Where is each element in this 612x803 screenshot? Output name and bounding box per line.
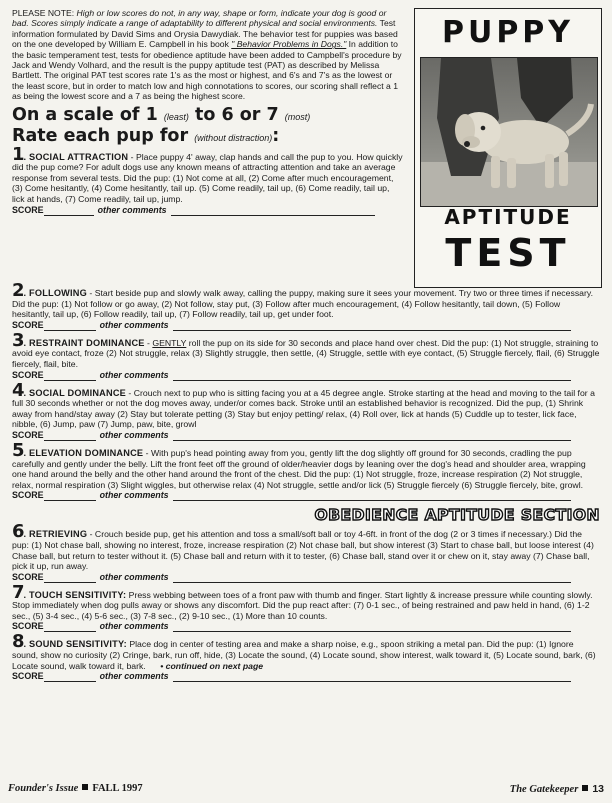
score-label: SCORE	[12, 490, 44, 501]
test-item-4	[12, 379, 600, 441]
score-label: SCORE	[12, 429, 44, 440]
score-row	[12, 205, 404, 216]
item-number: 3	[12, 329, 24, 351]
score-label: SCORE	[12, 571, 44, 582]
puppy-photo	[420, 57, 598, 207]
item-number: 1	[12, 143, 24, 165]
please-note-paragraph	[12, 8, 404, 102]
item-description: Place dog in center of testing area and make a sharp noise, e.g., spoon striking a metal pan. Did the pup: (1) Ignore sound, show no curiosity (2) Cringe, bark, run off, hide, (3) Locate the sound, (4) Locate sound, show interest, walk toward it, (5) Locate sound, bark, (6) Locate sound, walk toward it, bark.	[12, 639, 596, 671]
issue-date: FALL 1997	[92, 783, 143, 794]
item-number: 5	[12, 439, 24, 461]
comments-label: other comments	[99, 429, 169, 440]
item-title: . RESTRAINT DOMINANCE	[23, 337, 145, 348]
comments-field[interactable]	[173, 574, 571, 583]
score-row	[12, 621, 600, 632]
score-field[interactable]	[44, 623, 96, 632]
test-item-8-text	[12, 631, 600, 671]
test-item-7-text	[12, 581, 600, 622]
publication-name: The Gatekeeper	[509, 784, 579, 795]
score-label: SCORE	[12, 671, 44, 682]
scale-text-c: Rate each pup for	[12, 125, 189, 146]
puppy-aptitude-test-panel	[414, 8, 602, 288]
item-number: 2	[12, 280, 24, 301]
item-description: roll the pup on its side for 30 seconds and place hand over chest. Did the pup: (1) Not struggle, straining to avoid eye contact, froze (2) Not struggle, relax (3) Slightly struggle, then settle, (4) Struggle, settle with eye contact, (5) Struggle fiercely, flail, (6) Struggle fiercely, flail, bite.	[12, 337, 600, 369]
score-field[interactable]	[44, 432, 96, 441]
item-title: . SOUND SENSITIVITY:	[23, 639, 127, 650]
score-field[interactable]	[44, 207, 94, 216]
item-number: 6	[12, 521, 24, 543]
panel-title-test: TEST	[445, 231, 571, 275]
comments-field[interactable]	[173, 372, 571, 381]
item-gently: GENTLY	[152, 337, 187, 348]
comments-field[interactable]	[173, 322, 571, 331]
comments-label: other comments	[99, 369, 169, 380]
obedience-section-heading: OBEDIENCE APTITUDE SECTION	[314, 506, 600, 525]
comments-label: other comments	[99, 671, 169, 682]
scale-heading	[12, 106, 404, 148]
score-label: SCORE	[12, 369, 44, 380]
item-description: Press webbing between toes of a front paw with thumb and finger. Start lightly & increase pressure while counting slowly. Stop immediately when dog pulls away or shows any discomfort. Did the pup react after: (7) 0-1 sec., of being restrained and paw held in hand, (6) 1-2 sec., (5) 3-4 sec., (4) 5-6 sec., (3) 7-8 sec., (2) 9-10 sec., (1) More than 10 counts.	[12, 589, 593, 621]
item-description: - Crouch beside pup, get his attention and toss a small/soft ball or toy 4-6ft. in front of the dog (2 or 3 times if necessary.) Did the pup: (1) Not chase ball, showing no interest, froze, increase respiration (2) Not chase ball, but show interest (3) Start to chase ball, but loose interest (4) Chase ball, but return to tester without it. (5) Chase ball and return with it to tester, (6) Chase ball, stand over it or chew on it, stay away (7) Chase ball, pick it up, run away.	[12, 529, 594, 572]
comments-field[interactable]	[173, 623, 571, 632]
page-footer	[8, 783, 604, 799]
test-item-1-text	[12, 143, 404, 205]
test-item-3-text: 3. RESTRAINT DOMINANCE - GENTLY roll the pup on its side for 30 seconds and place hand over chest. Did the pup: (1) Not struggle, straining to avoid eye contact, froze (2) Not struggle, relax (3) Slightly struggle, then settle, (4) Struggle, settle with eye contact, (5) Struggle fiercely, flail, (6) Struggle fiercely, flail, bite.	[12, 329, 600, 369]
score-field[interactable]	[44, 574, 96, 583]
item-description: - Crouch next to pup who is sitting facing you at a 45 degree angle. Stroke starting at the head and moving to the tail for a full 30 seconds whether or not the dog moves away, under/or comes back. Stroke until an established behavior is recognized. Did the pup, (1) Shrink away from hand/stay away (2) Stay but tolerate petting (3) Stay but enjoy petting/ relax, (4) Roll over, lick at hands (5) Cuddle up to tester, lick face, nibble, (6) Jump, paw (7) Jump, paw, bite, growl	[12, 387, 595, 430]
issue-name: Founder's Issue	[8, 783, 79, 794]
item-title: . SOCIAL DOMINANCE	[23, 387, 126, 398]
footer-right	[510, 783, 604, 795]
note-text-1: Test information formulated by David Sims and Orysia Dawydiak. The behavior test for puppies was based on the one developed by William E. Campbell in his book	[12, 18, 398, 50]
scale-text-a: On a scale of 1	[12, 104, 158, 125]
score-row	[12, 572, 600, 583]
scale-least: (least)	[163, 111, 189, 122]
comments-field[interactable]	[171, 207, 375, 216]
test-item-8	[12, 631, 600, 682]
test-item-4-text	[12, 379, 600, 430]
puppy-illustration	[421, 58, 597, 206]
item-title: . RETRIEVING	[23, 529, 88, 540]
book-title: " Behavior Problems in Dogs."	[231, 39, 347, 50]
continued-note: • continued on next page	[160, 660, 264, 671]
score-field[interactable]	[44, 372, 96, 381]
item-title: . SOCIAL ATTRACTION	[23, 151, 129, 162]
score-label: SCORE	[12, 204, 44, 215]
comments-field[interactable]	[173, 673, 571, 682]
item-description: - Place puppy 4' away, clap hands and call the pup to you. How quickly did the pup come? For adult dogs use any known means of attracting attention and take an average response from several tests. Did the pup: (1) Not come at all, (2) Come after much encouragement, (3) Come hesitantly, (4) Come hesitantly, tail up. (5) Come readily, tail up, (6) Come readily, tail up, lick at hands, (7) Come readily, tail up, jump.	[12, 151, 403, 205]
item-number: 4	[12, 379, 24, 401]
item-description: - With pup's head pointing away from you, gently lift the dog slightly off ground for 30 seconds, cradling the pup carefully and gently under the belly. Lift the front feet off the ground of older/heavier dogs by leaning over the dog's head and shoulder area, wrapping one hand around the belly and the other hand around the front of the chest. Did the pup: (1) Not struggle, froze, increase respiration (2) Not struggle, relax, normal respiration (3) Slight wiggles, but otherwise relax (4) Not struggle, settle and/or lick (5) Struggle fiercely (6) Struggle fiercely, bite, growl.	[12, 447, 586, 490]
comments-label: other comments	[99, 621, 169, 632]
note-lead: PLEASE NOTE:	[12, 8, 77, 18]
panel-title-puppy: PUPPY	[441, 15, 575, 50]
scale-colon: :	[272, 125, 280, 146]
scale-text-b: to 6 or 7	[188, 104, 279, 125]
item-description: - Start beside pup and slowly walk away, calling the puppy, making sure it sees your movement. Try two or three times if necessary. Did the pup: (1) Not follow or go away, (2) Not follow, stay put, (3) Follow after much encouragement, (4) Follow hesitantly, tail down, (5) Follow hesitantly, tail up, (6) Follow readily, tail up, (7) Follow readily, tail up, get under foot.	[12, 288, 594, 320]
square-bullet-icon	[82, 784, 88, 790]
comments-label: other comments	[97, 204, 167, 215]
test-item-2	[12, 280, 600, 331]
score-label: SCORE	[12, 621, 44, 632]
scale-without: (without distraction)	[194, 132, 273, 143]
score-row	[12, 430, 600, 441]
score-row	[12, 370, 600, 381]
test-item-5	[12, 439, 600, 501]
score-label: SCORE	[12, 319, 44, 330]
note-text-2: In addition to the basic temperament test, tests for obedience aptitude have been added to Campbell's procedure by Jack and Wendy Volhard, and the result is the puppy aptitude test (PAT) as described by Melissa Bartlett. The original PAT test scores rate 1's as the most or highest, and 6's and 7's as the lowest or the least score, but in order to match low and high connotations to scores, our scoring shall reflect a 1 as being the lowest score and a 7 as being the highest score.	[12, 39, 402, 102]
item-number: 7	[12, 581, 24, 603]
comments-field[interactable]	[173, 492, 571, 501]
test-item-2-text	[12, 280, 600, 320]
note-italic: High or low scores do not, in any way, shape or form, indicate your dog is good or bad. Scores simply indicate a range of adaptability to different physical and social environments.	[12, 8, 387, 29]
intro-column	[12, 8, 404, 221]
test-item-1	[12, 143, 404, 216]
footer-left	[8, 783, 143, 794]
score-row	[12, 671, 600, 682]
comments-label: other comments	[99, 571, 169, 582]
square-bullet-icon	[582, 785, 588, 791]
score-field[interactable]	[44, 673, 96, 682]
test-item-6	[12, 521, 600, 582]
comments-field[interactable]	[173, 432, 571, 441]
item-title: . ELEVATION DOMINANCE	[23, 447, 144, 458]
page-number: 13	[592, 783, 604, 795]
score-field[interactable]	[44, 322, 96, 331]
comments-label: other comments	[99, 490, 169, 501]
test-items-column	[12, 280, 600, 687]
panel-title-aptitude: APTITUDE	[444, 205, 572, 229]
comments-label: other comments	[99, 319, 169, 330]
score-row	[12, 490, 600, 501]
scale-most: (most)	[284, 111, 311, 122]
test-item-3	[12, 329, 600, 381]
score-row	[12, 320, 600, 331]
test-item-6-text	[12, 521, 600, 572]
item-number: 8	[12, 631, 24, 653]
item-title: . FOLLOWING	[23, 288, 87, 298]
test-item-5-text	[12, 439, 600, 490]
score-field[interactable]	[44, 492, 96, 501]
test-item-7	[12, 581, 600, 633]
item-title: . TOUCH SENSITIVITY:	[23, 589, 127, 600]
